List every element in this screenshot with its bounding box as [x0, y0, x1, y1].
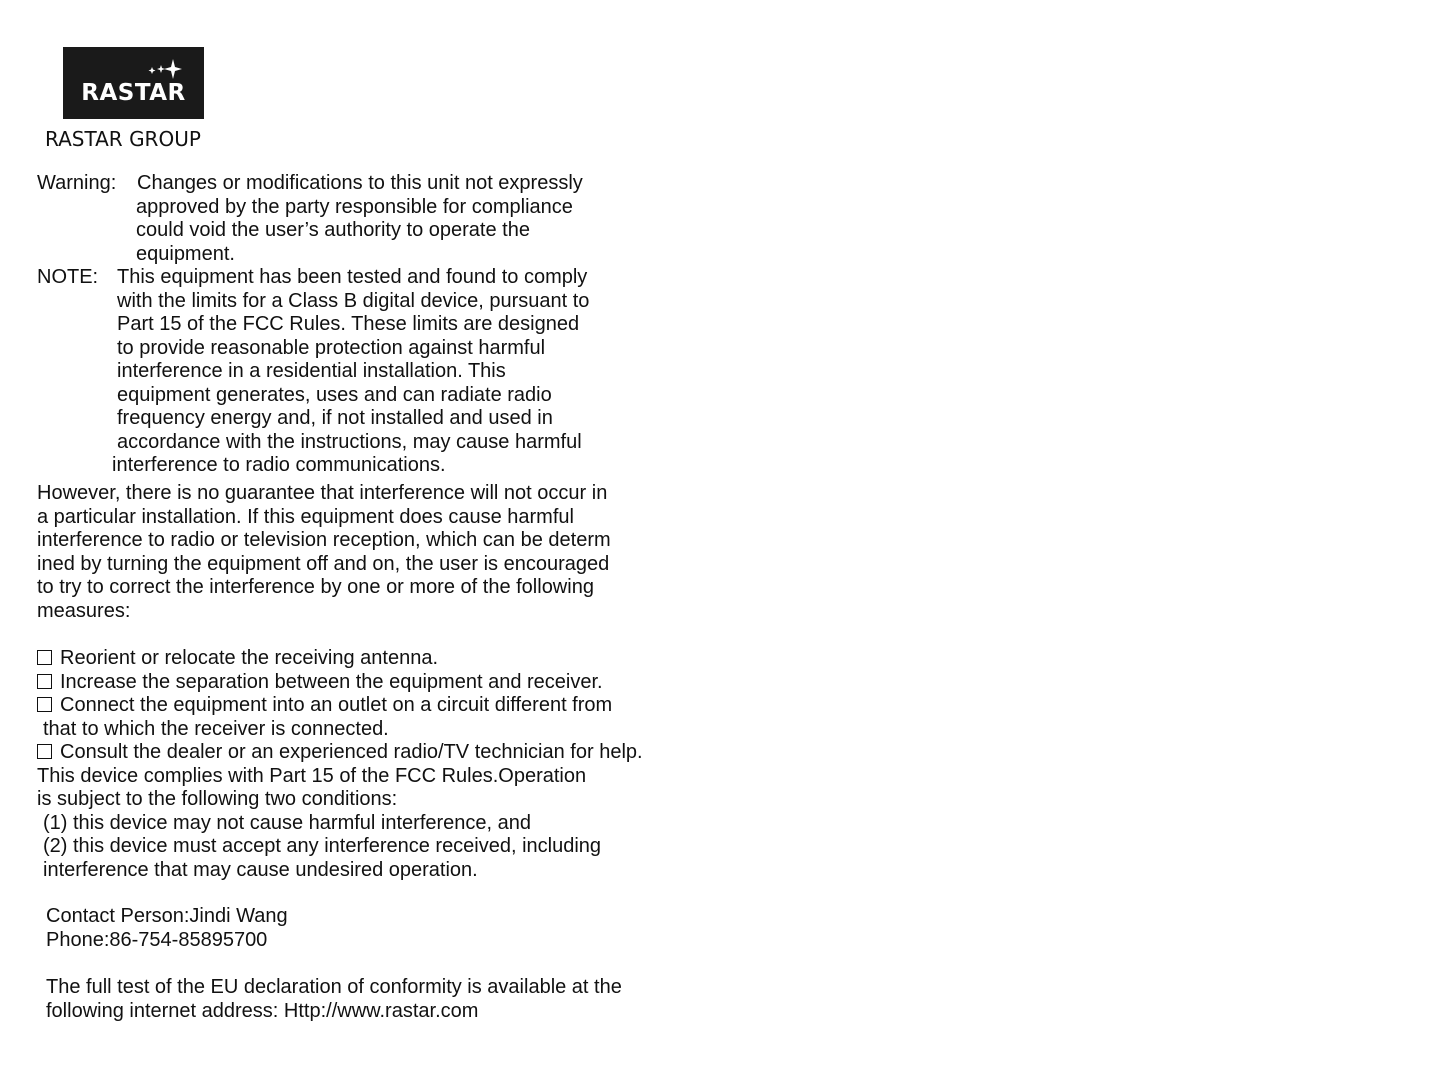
eu-declaration-line: following internet address: Http://www.rastar.com: [46, 999, 479, 1022]
sparkle-stars-icon: [143, 57, 183, 81]
checkbox-square-icon: [37, 697, 52, 712]
note-line: to provide reasonable protection against harmful: [117, 336, 546, 359]
however-line: to try to correct the interference by one or more of the following: [37, 576, 594, 598]
checkbox-square-icon: [37, 744, 52, 759]
measure-continuation: that to which the receiver is connected.: [43, 717, 389, 740]
however-line: a particular installation. If this equipment does cause harmful: [37, 505, 574, 528]
note-line: accordance with the instructions, may cause harmful: [117, 430, 582, 453]
warning-line: approved by the party responsible for compliance: [136, 195, 573, 218]
rastar-logo: [63, 47, 204, 119]
however-line: ined by turning the equipment off and on, the user is encouraged: [37, 552, 610, 575]
measure-text: Connect the equipment into an outlet on a circuit different from: [60, 694, 613, 716]
warning-line: could void the user’s authority to operate the: [136, 219, 530, 241]
measure-text: Increase the separation between the equipment and receiver.: [60, 670, 603, 693]
note-label: NOTE:: [37, 266, 99, 288]
measure-item: [37, 694, 612, 718]
note-line: with the limits for a Class B digital device, pursuant to: [117, 289, 590, 312]
note-line: interference in a residential installation. This: [117, 360, 506, 382]
note-line: interference to radio communications.: [112, 454, 446, 476]
contact-phone: Phone:86-754-85895700: [46, 928, 268, 951]
compliance-line: This device complies with Part 15 of the FCC Rules.Operation: [37, 764, 587, 787]
note-line: equipment generates, uses and can radiate radio: [117, 383, 552, 406]
however-line: measures:: [37, 599, 131, 622]
contact-person: Contact Person:Jindi Wang: [46, 905, 288, 927]
however-line: interference to radio or television reception, which can be determ: [37, 529, 611, 551]
note-line: frequency energy and, if not installed and used in: [117, 407, 553, 429]
warning-line: equipment.: [136, 242, 235, 265]
warning-label: Warning:: [37, 172, 117, 194]
condition-line: (1) this device may not cause harmful interference, and: [43, 811, 532, 834]
measure-text: Reorient or relocate the receiving antenna.: [60, 647, 439, 669]
measure-item: [37, 671, 603, 695]
warning-line: Changes or modifications to this unit not expressly: [137, 172, 583, 194]
condition-line: interference that may cause undesired operation.: [43, 858, 478, 881]
checkbox-square-icon: [37, 674, 52, 689]
eu-declaration-line: The full test of the EU declaration of conformity is available at the: [46, 976, 622, 998]
however-line: However, there is no guarantee that interference will not occur in: [37, 482, 608, 504]
measure-item: [37, 741, 643, 765]
checkbox-square-icon: [37, 650, 52, 665]
note-line: Part 15 of the FCC Rules. These limits are designed: [117, 313, 580, 335]
note-line: This equipment has been tested and found to comply: [117, 266, 588, 288]
condition-line: (2) this device must accept any interference received, including: [43, 835, 602, 857]
measure-text: Consult the dealer or an experienced radio/TV technician for help.: [60, 741, 643, 763]
measure-item: [37, 647, 438, 671]
compliance-line: is subject to the following two conditions:: [37, 788, 398, 810]
logo-wordmark: RASTAR: [81, 80, 186, 106]
company-name: RASTAR GROUP: [45, 127, 201, 151]
